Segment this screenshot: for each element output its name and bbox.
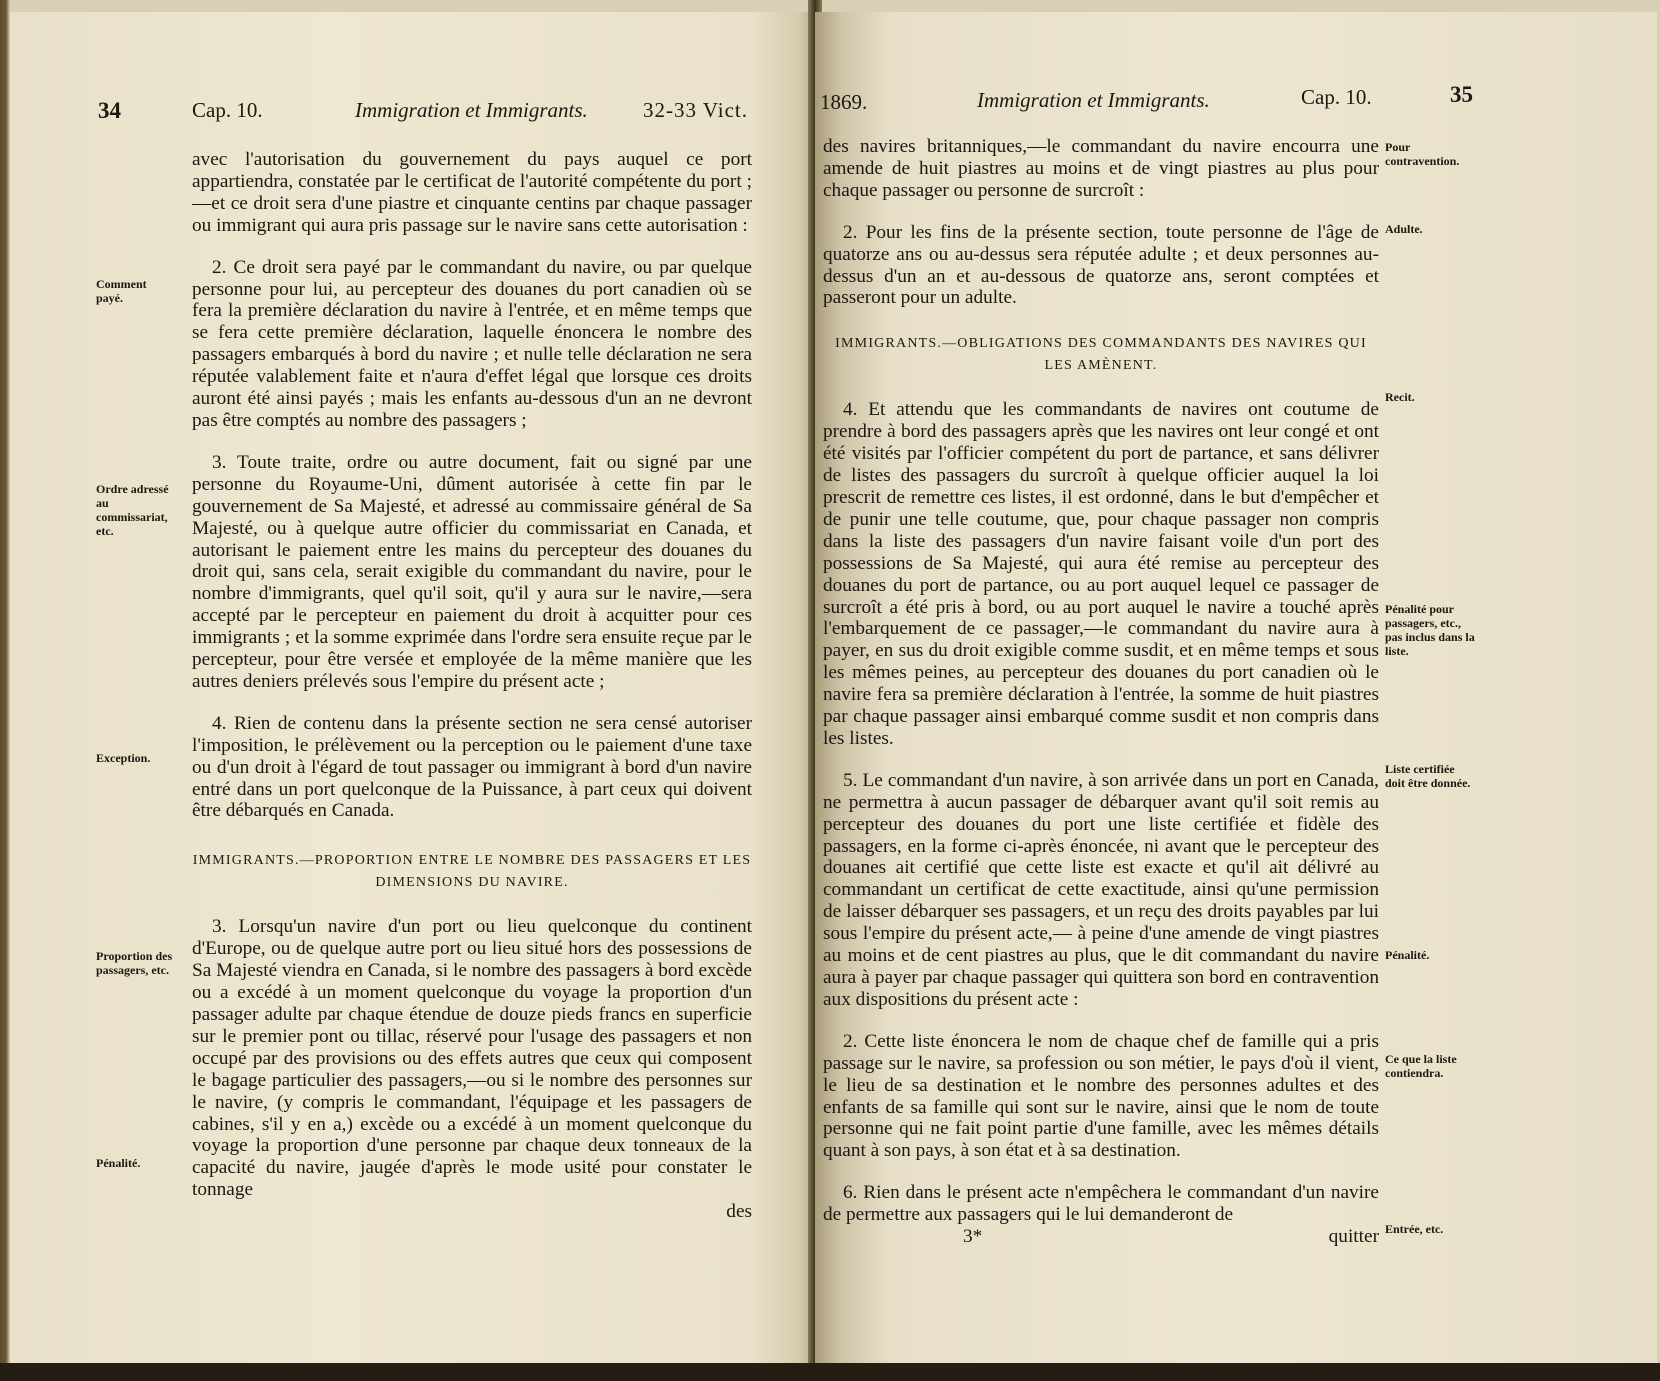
paragraph: 3. Toute traite, ordre ou autre document, fait ou signé par une personne du Royaume-Uni, dûment autorisée à cette fin par le gouvernement de Sa Majesté, et adressé au commissaire général de Sa Majesté, ou à quelque autre officier du commissariat en Canada, et autorisant le paiement entre les mains du percepteur des douanes du droit qui, sans cela, serait exigible du commandant du navire, pour le nombre d'immigrants, quel qu'il soit, qu'il y aura sur le navire,—sera accepté par le percepteur en paiement du droit à acquitter pour ces immigrants ; et la somme exprimée dans l'ordre sera ensuite reçue par le percepteur, pour être versée et employée de la même manière que les autres deniers prélevés sous l'empire du présent acte ; <box>192 451 752 692</box>
paragraph: 5. Le commandant d'un navire, à son arrivée dans un port en Canada, ne permettra à aucun passager de débarquer avant qu'il soit remis au percepteur des douanes du port une liste certifiée et fidèle des passagers, en la forme ci-après énoncée, ni avant que le percepteur des douanes ait certifié que cette liste est exacte et qu'il ait délivré au commandant un certificat de cette exactitude, ainsi qu'une permission de laisser débarquer ses passagers, et un reçu des droits payables par lui sous l'empire du présent acte,— à peine d'une amende de vingt piastres au moins et de cent piastres au plus, que le dit commandant du navire aura à payer par chaque passager qui quittera son bord en contravention aux dispositions du présent acte : <box>823 769 1379 1010</box>
right-chapter: Cap. 10. <box>1301 85 1372 109</box>
bottom-edge <box>0 1363 1660 1381</box>
paragraph: 3. Lorsqu'un navire d'un port ou lieu quelconque du continent d'Europe, ou de quelque autre port ou lieu situé hors des possessions de Sa Majesté viendra en Canada, si le nombre des passagers à bord excède ou a excédé à un moment quelconque du voyage la proportion d'un passager adulte par chaque étendue de douze pieds francs en superficie sur le premier pont ou tillac, réservé pour l'usage des passagers et non occupé par des provisions ou des effets autres que ceux qui composent le bagage particulier des passagers,—ou si le nombre des personnes sur le navire, (y compris le commandant, l'équipage et les passagers de cabines, s'il y en a,) excède ou a excédé à un moment quelconque du voyage la proportion d'une personne par chaque deux tonneaux de la capacité du navire, jaugée d'après le mode usité pour constater le tonnage <box>192 916 752 1201</box>
catchword: quitter <box>1328 1226 1379 1248</box>
margin-note: Ce que la liste contiendra. <box>1385 1052 1457 1080</box>
margin-note: Pénalité pour passagers, etc., pas inclus dans la liste. <box>1385 602 1475 658</box>
paragraph: avec l'autorisation du gouvernement du pays auquel ce port appartiendra, constatée par le certificat de l'autorité compétente du port ;—et ce droit sera d'une piastre et cinquante centins par chaque passager ou immigrant qui aura pris passage sur le navire sans cette autorisation : <box>192 149 752 236</box>
margin-note: Comment payé. <box>96 277 147 305</box>
right-running-title: Immigration et Immigrants. <box>977 88 1210 112</box>
paragraph: 4. Et attendu que les commandants de navires ont coutume de prendre à bord des passagers après que les navires ont leur congé et ont été visités par l'officier compétent du port de partance, et sans délivrer de listes des passagers du surcroît à quelque officier auquel la loi prescrit de remettre ces listes, il est ordonné, dans le but d'empêcher et de punir une telle coutume, que, pour chaque passager non compris dans la liste des passagers d'un navire faisant voile d'un port des possessions de Sa Majesté, qui aura été remise au percepteur des douanes du port de partance, ou au port auquel lequel ce passager de surcroît a été pris à bord, ou au port auquel le navire a touché après l'embarquement de ce passager,—le commandant du navire aura à payer, en sus du droit exigible comme susdit, et en même temps et sous les mêmes peines, au percepteur des douanes du port canadien où le navire fera sa première déclaration à l'entrée, la somme de huit piastres par chaque passager ainsi embarqué comme susdit et non compris dans les listes. <box>823 399 1379 749</box>
left-running-title: Immigration et Immigrants. <box>355 98 588 122</box>
signature-mark: 3* <box>963 1226 983 1248</box>
margin-note: Exception. <box>96 751 151 765</box>
catchword: des <box>726 1201 752 1223</box>
margin-note: Pour contravention. <box>1385 140 1460 168</box>
margin-note: Pénalité. <box>1385 948 1430 962</box>
right-page <box>815 12 1657 1367</box>
left-regnal-year: 32-33 Vict. <box>643 98 749 122</box>
paragraph: 2. Pour les fins de la présente section, toute personne de l'âge de quatorze ans ou au-dessus sera réputée adulte ; et deux personnes au-dessus d'un an et au-dessous de quatorze ans, seront comptées et passeront pour un adulte. <box>823 221 1379 309</box>
right-page-number: 35 <box>1450 82 1473 107</box>
paragraph: des navires britanniques,—le commandant du navire encourra une amende de huit piastres au moins et de vingt piastres au plus pour chaque passager ou personne de surcroît : <box>823 136 1379 201</box>
margin-note: Recit. <box>1385 390 1415 404</box>
left-page-number: 34 <box>98 98 121 123</box>
section-heading: IMMIGRANTS.—PROPORTION ENTRE LE NOMBRE DES PASSAGERS ET LES DIMENSIONS DU NAVIRE. <box>192 853 752 891</box>
right-body-text <box>823 136 1379 1248</box>
left-chapter: Cap. 10. <box>192 98 263 122</box>
paragraph: 6. Rien dans le présent acte n'empêchera le commandant d'un navire de permettre aux passagers qui le lui demanderont de <box>823 1182 1379 1226</box>
right-year: 1869. <box>820 90 868 114</box>
margin-note: Liste certifiée doit être donnée. <box>1385 762 1471 790</box>
margin-note: Adulte. <box>1385 222 1423 236</box>
left-body-text <box>192 149 752 1223</box>
paragraph: 2. Cette liste énoncera le nom de chaque chef de famille qui a pris passage sur le navire, sa profession ou son métier, le pays d'où il vient, le lieu de sa destination et le nombre des personnes adultes et des enfants de sa famille qui sont sur le navire, ainsi que le nom de toute personne qui ne fait point partie d'une famille, avec les mêmes détails quant à son pays, à son état et à sa destination. <box>823 1030 1379 1162</box>
section-heading: IMMIGRANTS.—OBLIGATIONS DES COMMANDANTS DES NAVIRES QUI LES AMÈNENT. <box>835 336 1367 374</box>
margin-note: Pénalité. <box>96 1156 141 1170</box>
paragraph: 2. Ce droit sera payé par le commandant du navire, ou par quelque personne pour lui, au percepteur des douanes du port canadien où se fera la première déclaration du navire à l'entrée, et en même temps que se fera cette première déclaration, laquelle énoncera le nombre des passagers embarqués à bord du navire ; et nulle telle déclaration ne sera réputée valablement faite et n'aura d'effet légal que lorsque ces droits auront été ainsi payés ; mais les enfants au-dessous d'un an ne devront pas être comptés au nombre des passagers ; <box>192 256 752 431</box>
margin-note: Proportion des passagers, etc. <box>96 949 173 977</box>
paragraph: 4. Rien de contenu dans la présente section ne sera censé autoriser l'imposition, le prélèvement ou la perception ou le paiement d'une taxe ou d'un droit à l'égard de tout passager ou immigrant à bord d'un navire entré dans un port quelconque de la Puissance, à part ceux qui doivent être débarqués en Canada. <box>192 712 752 822</box>
margin-note: Entrée, etc. <box>1385 1222 1444 1236</box>
margin-note: Ordre adressé au commissariat, etc. <box>96 482 169 538</box>
left-page <box>10 12 815 1367</box>
